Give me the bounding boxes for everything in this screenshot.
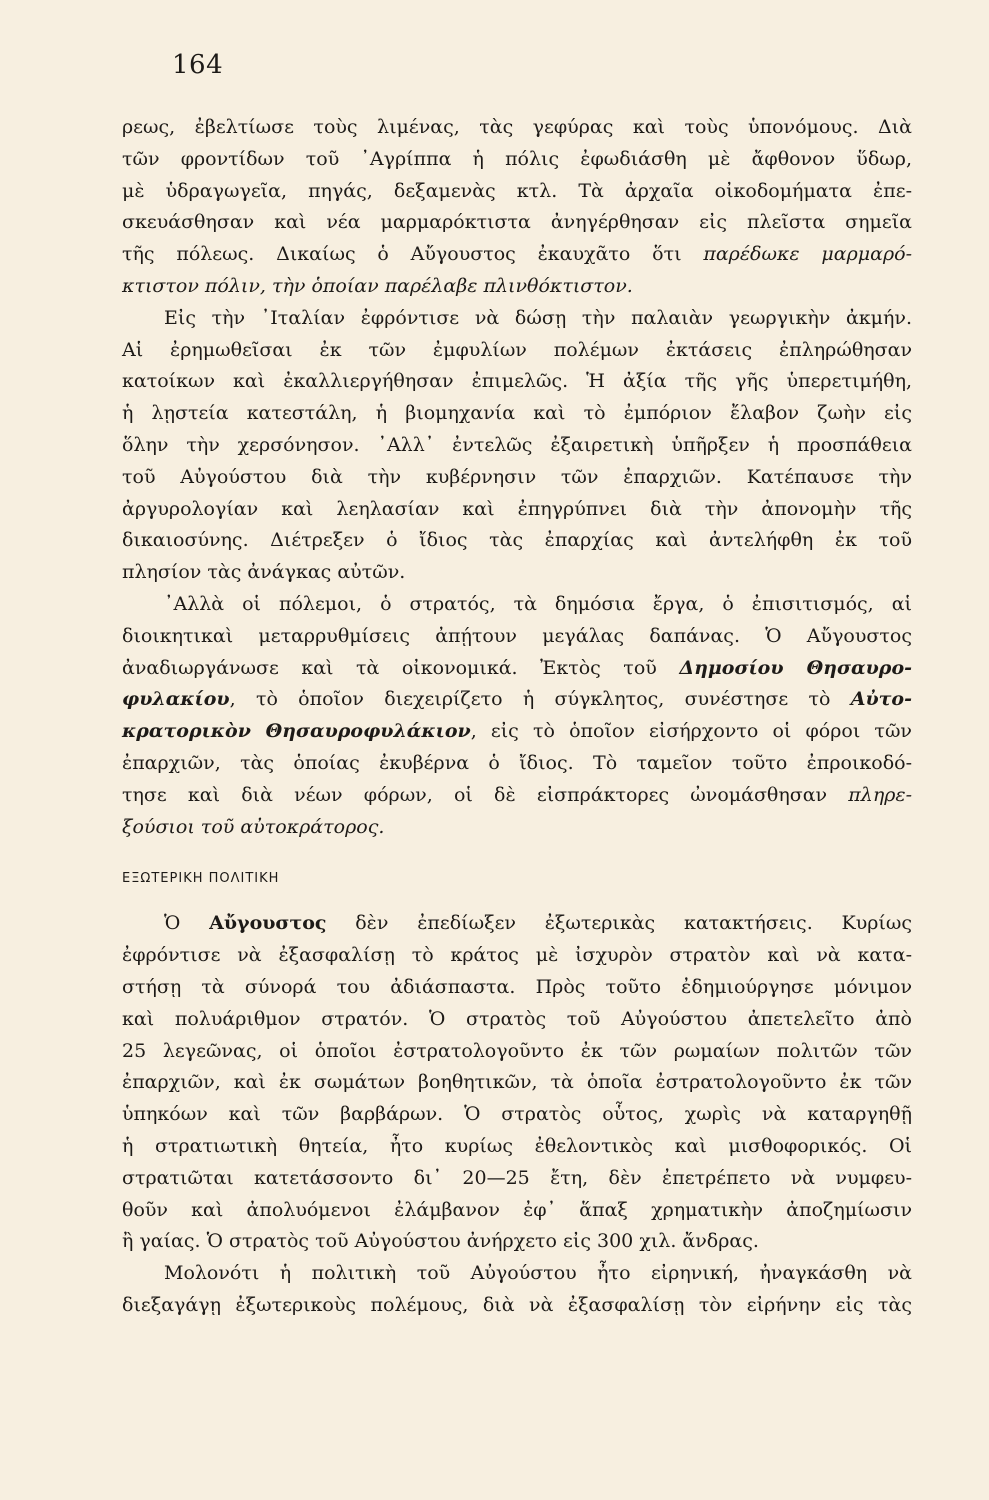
text-run: τησε καὶ διὰ νέων φόρων, οἱ δὲ εἰσπράκτορες ὠνομάσθησαν xyxy=(122,783,849,806)
text-line xyxy=(122,972,912,1004)
text-line xyxy=(122,430,912,462)
text-line xyxy=(122,398,912,430)
text-line xyxy=(122,1004,912,1036)
text-run: διεξαγάγῃ ἐξωτερικοὺς πολέμους, διὰ νὰ ἐξασφαλίσῃ τὸν εἰρήνην εἰς τὰς xyxy=(122,1293,912,1316)
text-run: κρατορικὸν Θησαυροφυλάκιον xyxy=(122,720,471,743)
text-run: Αὐτο- xyxy=(850,688,912,711)
text-line xyxy=(122,144,912,176)
text-line xyxy=(122,716,912,748)
text-run: ἢ γαίας. Ὁ στρατὸς τοῦ Αὐγούστου ἀνήρχετο εἰς 300 χιλ. ἄνδρας. xyxy=(122,1230,759,1253)
text-line xyxy=(122,908,912,940)
text-line xyxy=(122,112,912,144)
text-run: , εἰς τὸ ὁποῖον εἰσήρχοντο οἱ φόροι τῶν xyxy=(470,720,912,743)
text-run: ξούσιοι τοῦ αὐτοκράτορος. xyxy=(122,815,385,838)
text-line xyxy=(122,1226,912,1258)
paragraph-army xyxy=(122,908,912,1258)
text-line xyxy=(122,335,912,367)
text-run: ἀργυρολογίαν καὶ λεηλασίαν καὶ ἐπηγρύπνει διὰ τὴν ἀπονομὴν τῆς xyxy=(122,497,912,520)
text-run: Μολονότι ἡ πολιτικὴ τοῦ Αὐγούστου ἦτο εἰρηνική, ἠναγκάσθη νὰ xyxy=(164,1262,912,1285)
paragraph-roman-works xyxy=(122,112,912,303)
text-line xyxy=(122,1163,912,1195)
text-line xyxy=(122,653,912,685)
text-line xyxy=(122,176,912,208)
text-run: ἡ στρατιωτικὴ θητεία, ἦτο κυρίως ἐθελοντικὸς καὶ μισθοφορικός. Οἱ xyxy=(122,1134,912,1157)
paragraph-italy xyxy=(122,303,912,589)
text-run: καὶ πολυάριθμον στρατόν. Ὁ στρατὸς τοῦ Αὐγούστου ἀπετελεῖτο ἀπὸ xyxy=(122,1007,912,1030)
text-line xyxy=(122,239,912,271)
text-run: στήσῃ τὰ σύνορά του ἀδιάσπαστα. Πρὸς τοῦτο ἐδημιούργησε μόνιμον xyxy=(122,975,912,998)
text-run: ἐπαρχιῶν, τὰς ὁποίας ἐκυβέρνα ὁ ἴδιος. Τὸ ταμεῖον τοῦτο ἐπροικοδό- xyxy=(122,751,912,774)
text-run: δὲν ἐπεδίωξεν ἐξωτερικὰς κατακτήσεις. Κυρίως xyxy=(326,912,912,935)
text-line xyxy=(122,1258,912,1290)
text-line xyxy=(122,1067,912,1099)
text-line xyxy=(122,1099,912,1131)
text-run: Αἱ ἐρημωθεῖσαι ἐκ τῶν ἐμφυλίων πολέμων ἐκτάσεις ἐπληρώθησαν xyxy=(122,338,912,361)
page-number: 164 xyxy=(172,50,224,80)
text-run: ρεως, ἐβελτίωσε τοὺς λιμένας, τὰς γεφύρας καὶ τοὺς ὑπονόμους. Διὰ xyxy=(122,116,912,138)
text-run: πληρε- xyxy=(848,783,912,806)
text-line xyxy=(122,271,912,303)
paragraph-finances xyxy=(122,589,912,843)
text-line xyxy=(122,557,912,589)
text-line xyxy=(122,494,912,526)
text-line xyxy=(122,1036,912,1068)
text-run: ἐπαρχιῶν, καὶ ἐκ σωμάτων βοηθητικῶν, τὰ ὁποῖα ἐστρατολογοῦντο ἐκ τῶν xyxy=(122,1071,912,1094)
text-run: φυλακίου xyxy=(122,688,230,711)
text-run: στρατιῶται κατετάσσοντο δι᾿ 20—25 ἔτη, δὲν ἐπετρέπετο νὰ νυμφευ- xyxy=(122,1166,912,1189)
text-run: ἐφρόντισε νὰ ἐξασφαλίσῃ τὸ κράτος μὲ ἰσχυρὸν στρατὸν καὶ νὰ κατα- xyxy=(122,944,912,967)
text-run: θοῦν καὶ ἀπολυόμενοι ἐλάμβανον ἐφ᾿ ἅπαξ χρηματικὴν ἀποζημίωσιν xyxy=(122,1198,912,1221)
text-line xyxy=(122,1131,912,1163)
text-line xyxy=(122,525,912,557)
text-line xyxy=(122,1290,912,1322)
text-line xyxy=(122,589,912,621)
paragraph-foreign-wars xyxy=(122,1258,912,1322)
text-line xyxy=(122,207,912,239)
text-line xyxy=(122,303,912,335)
text-run: πλησίον τὰς ἀνάγκας αὐτῶν. xyxy=(122,561,406,584)
section-heading: ΕΞΩΤΕΡΙΚΗ ΠΟΛΙΤΙΚΗ xyxy=(122,871,280,887)
text-run: ᾿Αλλὰ οἱ πόλεμοι, ὁ στρατός, τὰ δημόσια ἔργα, ὁ ἐπισιτισμός, αἱ xyxy=(164,592,912,615)
text-line xyxy=(122,748,912,780)
text-run: Δημοσίου Θησαυρο- xyxy=(679,656,913,679)
text-run: 25 λεγεῶνας, οἱ ὁποῖοι ἐστρατολογοῦντο ἐκ τῶν ρωμαίων πολιτῶν τῶν xyxy=(122,1039,912,1062)
text-run: παρέδωκε μαρμαρό- xyxy=(703,243,912,266)
text-run: ἡ λῃστεία κατεστάλη, ἡ βιομηχανία καὶ τὸ ἐμπόριον ἔλαβον ζωὴν εἰς xyxy=(122,402,912,425)
text-line xyxy=(122,366,912,398)
text-line xyxy=(122,462,912,494)
text-run: δικαιοσύνης. Διέτρεξεν ὁ ἴδιος τὰς ἐπαρχίας καὶ ἀντελήφθη ἐκ τοῦ xyxy=(122,529,912,552)
text-run: ἀναδιωργάνωσε καὶ τὰ οἰκονομικά. Ἐκτὸς τοῦ xyxy=(122,656,680,679)
text-run: κτιστον πόλιν, τὴν ὁποίαν παρέλαβε πλινθόκτιστον. xyxy=(122,274,633,297)
text-run: ὅλην τὴν χερσόνησον. ᾿Αλλ᾿ ἐντελῶς ἐξαιρετικὴ ὑπῆρξεν ἡ προσπάθεια xyxy=(122,433,912,456)
text-line xyxy=(122,940,912,972)
text-run: τοῦ Αὐγούστου διὰ τὴν κυβέρνησιν τῶν ἐπαρχιῶν. Κατέπαυσε τὴν xyxy=(122,465,912,488)
text-run: σκευάσθησαν καὶ νέα μαρμαρόκτιστα ἀνηγέρθησαν εἰς πλεῖστα σημεῖα xyxy=(122,211,912,234)
text-run: τῶν φροντίδων τοῦ ᾿Αγρίππα ἡ πόλις ἐφωδιάσθη μὲ ἄφθονον ὕδωρ, xyxy=(122,147,912,170)
text-line xyxy=(122,621,912,653)
body-text xyxy=(122,112,912,1322)
text-line xyxy=(122,684,912,716)
text-run: τῆς πόλεως. Δικαίως ὁ Αὔγουστος ἐκαυχᾶτο ὅτι xyxy=(122,243,704,266)
text-run: Εἰς τὴν ᾿Ιταλίαν ἐφρόντισε νὰ δώσῃ τὴν παλαιὰν γεωργικὴν ἀκμήν. xyxy=(164,306,912,329)
text-line xyxy=(122,780,912,812)
text-run: ὑπηκόων καὶ τῶν βαρβάρων. Ὁ στρατὸς οὗτος, χωρὶς νὰ καταργηθῇ xyxy=(122,1103,912,1126)
text-line xyxy=(122,1195,912,1227)
text-run: Ὁ xyxy=(164,912,210,935)
text-run: κατοίκων καὶ ἐκαλλιεργήθησαν ἐπιμελῶς. Ἡ ἀξία τῆς γῆς ὑπερετιμήθη, xyxy=(122,370,912,393)
text-run: διοικητικαὶ μεταρρυθμίσεις ἀπῄτουν μεγάλας δαπάνας. Ὁ Αὔγουστος xyxy=(122,624,912,647)
text-line xyxy=(122,812,912,844)
text-run: , τὸ ὁποῖον διεχειρίζετο ἡ σύγκλητος, συνέστησε τὸ xyxy=(229,688,851,711)
text-run: μὲ ὑδραγωγεῖα, πηγάς, δεξαμενὰς κτλ. Τὰ ἀρχαῖα οἰκοδομήματα ἐπε- xyxy=(122,179,912,202)
text-run: Αὔγουστος xyxy=(209,912,327,935)
